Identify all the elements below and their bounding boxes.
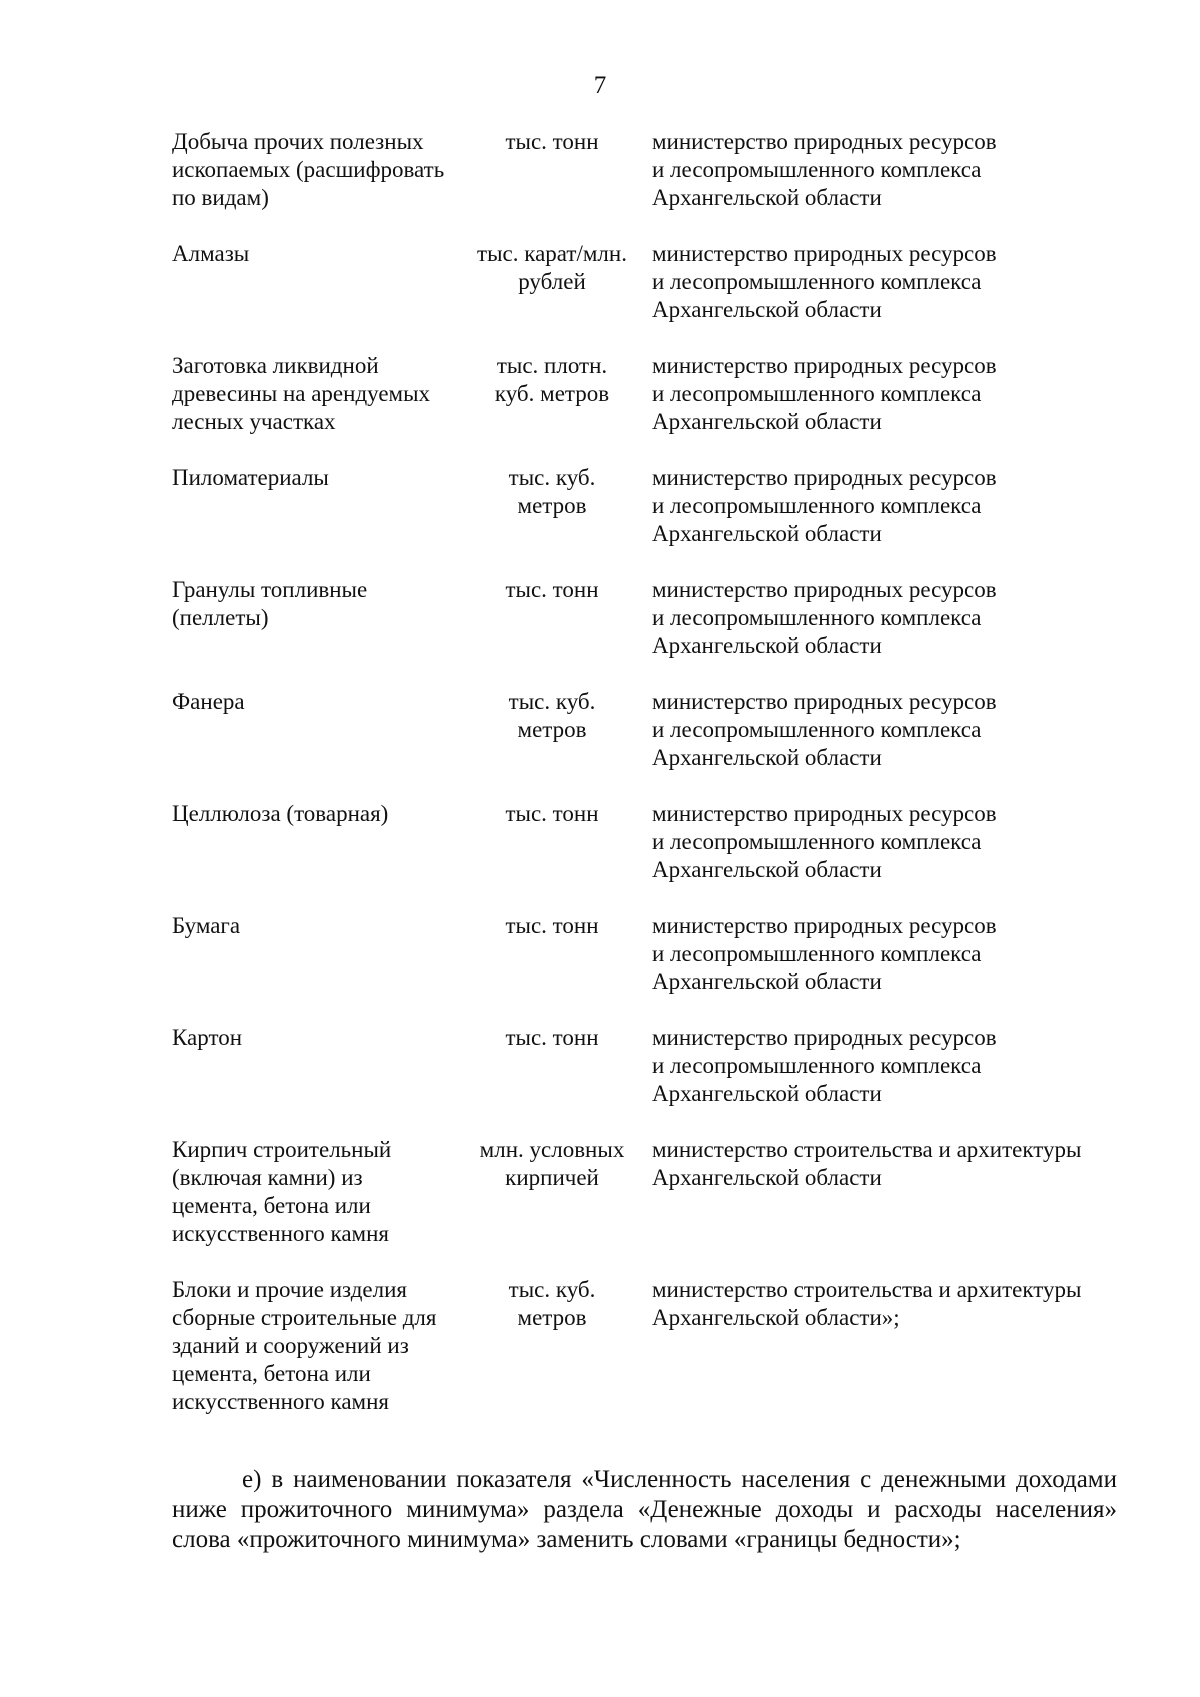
indicator-name: Фанера	[172, 689, 245, 714]
table-row	[172, 1024, 1122, 1108]
responsible-agency: министерство природных ресурсов и лесопромышленного комплекса Архангельской области	[652, 353, 997, 434]
table-row	[172, 128, 1122, 212]
responsible-agency: министерство природных ресурсов и лесопромышленного комплекса Архангельской области	[652, 577, 997, 658]
table-row	[172, 800, 1122, 884]
indicator-table	[172, 128, 1122, 1444]
indicator-name: Картон	[172, 1025, 242, 1050]
indicator-name: Пиломатериалы	[172, 465, 329, 490]
table-row	[172, 1136, 1122, 1248]
indicator-unit: тыс. тонн	[505, 129, 599, 154]
indicator-unit: тыс. тонн	[505, 1025, 599, 1050]
page-number: 7	[593, 72, 607, 99]
amendment-paragraph: е) в наименовании показателя «Численность населения с денежными доходами ниже прожиточного минимума» раздела «Денежные доходы и расходы населения» слова «прожиточного минимума» заменить словами «границы бедности»;	[172, 1466, 1117, 1553]
indicator-unit: тыс. куб. метров	[508, 689, 596, 742]
responsible-agency: министерство природных ресурсов и лесопромышленного комплекса Архангельской области	[652, 913, 997, 994]
indicator-name: Заготовка ликвидной древесины на арендуемых лесных участках	[172, 353, 431, 434]
indicator-unit: тыс. куб. метров	[508, 465, 596, 518]
indicator-name: Блоки и прочие изделия сборные строительные для зданий и сооружений из цемента, бетона или искусственного камня	[172, 1277, 437, 1414]
indicator-name: Добыча прочих полезных ископаемых (расшифровать по видам)	[172, 129, 445, 210]
indicator-name: Алмазы	[172, 241, 250, 266]
responsible-agency: министерство природных ресурсов и лесопромышленного комплекса Архангельской области	[652, 129, 997, 210]
table-row	[172, 352, 1122, 436]
responsible-agency: министерство природных ресурсов и лесопромышленного комплекса Архангельской области	[652, 241, 997, 322]
indicator-unit: тыс. куб. метров	[508, 1277, 596, 1330]
table-row	[172, 688, 1122, 772]
indicator-unit: тыс. плотн. куб. метров	[494, 353, 610, 406]
indicator-name: Бумага	[172, 913, 241, 938]
table-row	[172, 240, 1122, 324]
indicator-unit: млн. условных кирпичей	[479, 1137, 625, 1190]
responsible-agency: министерство природных ресурсов и лесопромышленного комплекса Архангельской области	[652, 465, 997, 546]
indicator-name: Целлюлоза (товарная)	[172, 801, 389, 826]
table-row	[172, 912, 1122, 996]
table-row	[172, 1276, 1122, 1416]
table-row	[172, 464, 1122, 548]
indicator-name: Кирпич строительный (включая камни) из цемента, бетона или искусственного камня	[172, 1137, 392, 1246]
responsible-agency: министерство строительства и архитектуры Архангельской области»;	[652, 1277, 1082, 1330]
responsible-agency: министерство природных ресурсов и лесопромышленного комплекса Архангельской области	[652, 801, 997, 882]
indicator-unit: тыс. тонн	[505, 577, 599, 602]
indicator-unit: тыс. тонн	[505, 913, 599, 938]
indicator-unit: тыс. тонн	[505, 801, 599, 826]
table-row	[172, 576, 1122, 660]
indicator-unit: тыс. карат/млн. рублей	[477, 241, 627, 294]
responsible-agency: министерство строительства и архитектуры Архангельской области	[652, 1137, 1082, 1190]
responsible-agency: министерство природных ресурсов и лесопромышленного комплекса Архангельской области	[652, 689, 997, 770]
indicator-name: Гранулы топливные (пеллеты)	[172, 577, 368, 630]
responsible-agency: министерство природных ресурсов и лесопромышленного комплекса Архангельской области	[652, 1025, 997, 1106]
